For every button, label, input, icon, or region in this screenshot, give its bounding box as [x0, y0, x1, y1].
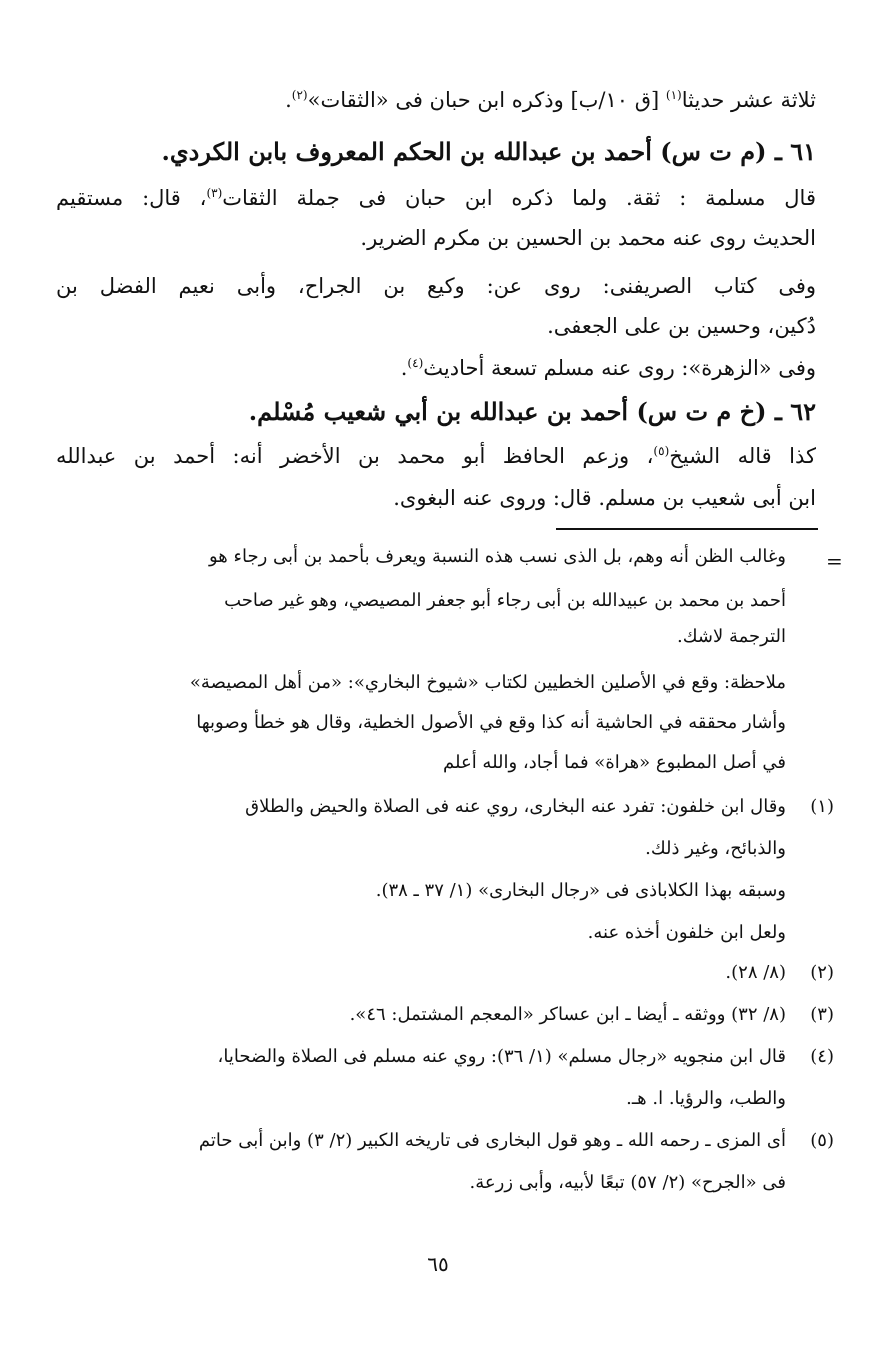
- text-fragment: .: [285, 88, 292, 112]
- text-fragment: ، وزعم الحافظ أبو محمد بن الأخضر أنه: أحمد بن عبدالله: [56, 444, 654, 468]
- text-fragment: كذا قاله الشيخ: [669, 444, 816, 468]
- footnote-number-2: (٢): [810, 962, 834, 983]
- footnote-5-line-2: فى «الجرح» (٢/ ٥٧) تبعًا لأبيه، وأبى زرعة.: [469, 1172, 786, 1193]
- footnote-continuation-marker: =: [826, 549, 843, 573]
- footnote-cont-line-6: في أصل المطبوع «هراة» فما أجاد، والله أعلم: [443, 752, 786, 773]
- footnote-1-line-4: ولعل ابن خلفون أخذه عنه.: [587, 922, 786, 943]
- body-line-6: دُكين، وحسين بن على الجعفى.: [547, 314, 816, 338]
- body-line-10: ابن أبى شعيب بن مسلم. قال: وروى عنه البغوى.: [393, 486, 816, 510]
- footnote-3-line-1: (٨/ ٣٢) ووثقه ـ أيضا ـ ابن عساكر «المعجم المشتمل: ٤٦».: [349, 1004, 786, 1025]
- footnote-ref-1: (١): [665, 88, 682, 102]
- footnote-ref-5: (٥): [653, 444, 670, 458]
- footnote-4-line-2: والطب، والرؤيا. ا. هـ.: [626, 1088, 786, 1109]
- body-line-4: الحديث روى عنه محمد بن الحسين بن مكرم الضرير.: [360, 226, 816, 250]
- footnote-cont-line-4: ملاحظة: وقع في الأصلين الخطيين لكتاب «شيوخ البخاري»: «من أهل المصيصة»: [189, 672, 786, 693]
- page-number: ٦٥: [427, 1252, 449, 1276]
- footnote-number-1: (١): [810, 796, 834, 817]
- text-fragment: ، قال: مستقيم: [56, 186, 207, 210]
- footnote-1-line-3: وسبقه بهذا الكلاباذى فى «رجال البخارى» (١/ ٣٧ ـ ٣٨).: [375, 880, 786, 901]
- footnote-1-line-1: وقال ابن خلفون: تفرد عنه البخارى، روي عنه فى الصلاة والحيض والطلاق: [245, 796, 786, 817]
- body-line-1: [285, 84, 816, 116]
- footnote-ref-4: (٤): [407, 356, 424, 370]
- footnote-ref-3: (٣): [206, 186, 223, 200]
- footnote-number-3: (٣): [810, 1004, 834, 1025]
- footnote-cont-line-1: وغالب الظن أنه وهم، بل الذى نسب هذه النسبة ويعرف بأحمد بن أبى رجاء هو: [208, 546, 786, 567]
- footnote-5-line-1: أى المزى ـ رحمه الله ـ وهو قول البخارى فى تاريخه الكبير (٢/ ٣) وابن أبى حاتم: [198, 1130, 786, 1151]
- body-line-9: [56, 440, 816, 472]
- footnote-number-4: (٤): [810, 1046, 834, 1067]
- body-line-5: وفى كتاب الصريفنى: روى عن: وكيع بن الجراح، وأبى نعيم الفضل بن: [56, 274, 816, 298]
- footnote-ref-2: (٢): [291, 88, 308, 102]
- body-line-3: [56, 182, 816, 214]
- text-fragment: ثلاثة عشر حديثا: [681, 88, 816, 112]
- footnote-separator: [556, 528, 818, 530]
- entry-heading-61: ٦١ ـ (م ت س) أحمد بن عبدالله بن الحكم المعروف بابن الكردي.: [161, 137, 816, 166]
- body-line-7: [401, 352, 816, 384]
- footnote-4-line-1: قال ابن منجويه «رجال مسلم» (١/ ٣٦): روي عنه مسلم فى الصلاة والضحايا،: [217, 1046, 786, 1067]
- text-fragment: [ق ١٠/ب] وذكره ابن حبان فى «الثقات»: [307, 88, 666, 112]
- footnote-cont-line-5: وأشار محققه في الحاشية أنه كذا وقع في الأصول الخطية، وقال هو خطأ وصوبها: [196, 712, 786, 733]
- text-fragment: وفى «الزهرة»: روى عنه مسلم تسعة أحاديث: [423, 356, 816, 380]
- entry-heading-62: ٦٢ ـ (خ م ت س) أحمد بن عبدالله بن أبي شعيب مُسْلم.: [248, 397, 816, 426]
- text-fragment: قال مسلمة : ثقة. ولما ذكره ابن حبان فى جملة الثقات: [222, 186, 816, 210]
- footnote-1-line-2: والذبائح، وغير ذلك.: [645, 838, 786, 859]
- text-fragment: .: [400, 356, 408, 380]
- footnote-2-line-1: (٨/ ٢٨).: [725, 962, 786, 983]
- footnote-cont-line-3: الترجمة لاشك.: [677, 626, 786, 647]
- footnote-number-5: (٥): [810, 1130, 834, 1151]
- footnote-cont-line-2: أحمد بن محمد بن عبيدالله بن أبى رجاء أبو جعفر المصيصي، وهو غير صاحب: [224, 590, 786, 611]
